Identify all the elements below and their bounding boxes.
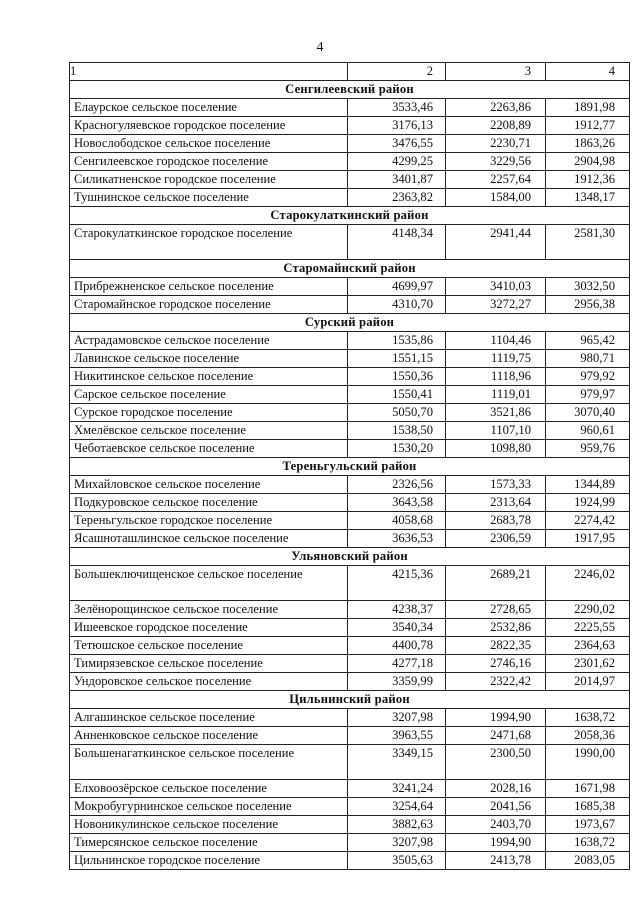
value-cell: 2246,02 <box>546 566 630 601</box>
value-cell: 3476,55 <box>348 135 446 153</box>
table-row <box>70 798 630 816</box>
value-cell: 3176,13 <box>348 117 446 135</box>
value-cell: 2225,55 <box>546 619 630 637</box>
value-cell: 2689,21 <box>446 566 546 601</box>
value-cell: 2532,86 <box>446 619 546 637</box>
value-cell: 1912,77 <box>546 117 630 135</box>
value-cell: 4310,70 <box>348 296 446 314</box>
settlement-name-cell: Большеключищенское сельское поселение <box>70 566 348 601</box>
value-cell: 4299,25 <box>348 153 446 171</box>
table-row <box>70 494 630 512</box>
settlement-name-cell: Хмелёвское сельское поселение <box>70 422 348 440</box>
table-row <box>70 601 630 619</box>
settlement-name-cell: Анненковское сельское поселение <box>70 727 348 745</box>
settlement-name-cell: Елховоозёрское сельское поселение <box>70 780 348 798</box>
settlement-name-cell: Сенгилеевское городское поселение <box>70 153 348 171</box>
value-cell: 4148,34 <box>348 225 446 260</box>
value-cell: 3272,27 <box>446 296 546 314</box>
table-row <box>70 278 630 296</box>
settlement-name-cell: Никитинское сельское поселение <box>70 368 348 386</box>
table-row <box>70 637 630 655</box>
value-cell: 2326,56 <box>348 476 446 494</box>
value-cell: 2306,59 <box>446 530 546 548</box>
value-cell: 2822,35 <box>446 637 546 655</box>
table-row <box>70 117 630 135</box>
table-row <box>70 189 630 207</box>
settlement-name-cell: Старомайнское городское поселение <box>70 296 348 314</box>
settlement-name-cell: Тетюшское сельское поселение <box>70 637 348 655</box>
district-header-row <box>70 548 630 566</box>
value-cell: 2364,63 <box>546 637 630 655</box>
value-cell: 1584,00 <box>446 189 546 207</box>
table-row <box>70 153 630 171</box>
value-cell: 3521,86 <box>446 404 546 422</box>
value-cell: 2257,64 <box>446 171 546 189</box>
district-name: Тереньгульский район <box>70 458 630 476</box>
value-cell: 2363,82 <box>348 189 446 207</box>
value-cell: 2683,78 <box>446 512 546 530</box>
value-cell: 2083,05 <box>546 852 630 870</box>
district-header-row <box>70 691 630 709</box>
value-cell: 1863,26 <box>546 135 630 153</box>
value-cell: 2941,44 <box>446 225 546 260</box>
settlement-name-cell: Силикатненское городское поселение <box>70 171 348 189</box>
settlement-name-cell: Чеботаевское сельское поселение <box>70 440 348 458</box>
settlement-name-cell: Елаурское сельское поселение <box>70 99 348 117</box>
column-header: 4 <box>546 63 630 81</box>
value-cell: 1685,38 <box>546 798 630 816</box>
value-cell: 1118,96 <box>446 368 546 386</box>
value-cell: 3254,64 <box>348 798 446 816</box>
value-cell: 1344,89 <box>546 476 630 494</box>
value-cell: 2263,86 <box>446 99 546 117</box>
value-cell: 3636,53 <box>348 530 446 548</box>
table-row <box>70 350 630 368</box>
table-row <box>70 404 630 422</box>
value-cell: 2014,97 <box>546 673 630 691</box>
district-header-row <box>70 81 630 99</box>
value-cell: 3643,58 <box>348 494 446 512</box>
table-row <box>70 745 630 780</box>
value-cell: 2728,65 <box>446 601 546 619</box>
value-cell: 1638,72 <box>546 709 630 727</box>
value-cell: 1119,01 <box>446 386 546 404</box>
value-cell: 1924,99 <box>546 494 630 512</box>
settlement-name-cell: Сурское городское поселение <box>70 404 348 422</box>
settlement-name-cell: Новослободское сельское поселение <box>70 135 348 153</box>
table-row <box>70 709 630 727</box>
settlement-name-cell: Большенагаткинское сельское поселение <box>70 745 348 780</box>
settlement-name-cell: Михайловское сельское поселение <box>70 476 348 494</box>
value-cell: 1891,98 <box>546 99 630 117</box>
value-cell: 3963,55 <box>348 727 446 745</box>
district-header-row <box>70 458 630 476</box>
settlement-name-cell: Сарское сельское поселение <box>70 386 348 404</box>
column-header: 2 <box>348 63 446 81</box>
table-row <box>70 476 630 494</box>
table-row <box>70 99 630 117</box>
table-row <box>70 852 630 870</box>
value-cell: 1550,41 <box>348 386 446 404</box>
value-cell: 3070,40 <box>546 404 630 422</box>
value-cell: 1917,95 <box>546 530 630 548</box>
table-row <box>70 780 630 798</box>
settlement-name-cell: Прибрежненское сельское поселение <box>70 278 348 296</box>
value-cell: 4277,18 <box>348 655 446 673</box>
district-name: Старокулаткинский район <box>70 207 630 225</box>
table-row <box>70 512 630 530</box>
table-row <box>70 566 630 601</box>
value-cell: 1994,90 <box>446 709 546 727</box>
table-body <box>70 81 630 870</box>
settlement-name-cell: Цильнинское городское поселение <box>70 852 348 870</box>
table-row <box>70 727 630 745</box>
table-row <box>70 296 630 314</box>
district-header-row <box>70 314 630 332</box>
value-cell: 959,76 <box>546 440 630 458</box>
value-cell: 3032,50 <box>546 278 630 296</box>
value-cell: 1551,15 <box>348 350 446 368</box>
table-row <box>70 171 630 189</box>
value-cell: 1538,50 <box>348 422 446 440</box>
settlement-name-cell: Ясашноташлинское сельское поселение <box>70 530 348 548</box>
value-cell: 2581,30 <box>546 225 630 260</box>
column-header: 1 <box>70 63 348 81</box>
settlement-name-cell: Мокробугурнинское сельское поселение <box>70 798 348 816</box>
value-cell: 1550,36 <box>348 368 446 386</box>
value-cell: 1990,00 <box>546 745 630 780</box>
settlement-name-cell: Тимерсянское сельское поселение <box>70 834 348 852</box>
district-header-row <box>70 207 630 225</box>
value-cell: 3540,34 <box>348 619 446 637</box>
table-row <box>70 530 630 548</box>
header-row <box>70 63 630 81</box>
value-cell: 2058,36 <box>546 727 630 745</box>
table-row <box>70 440 630 458</box>
value-cell: 3505,63 <box>348 852 446 870</box>
settlement-name-cell: Подкуровское сельское поселение <box>70 494 348 512</box>
value-cell: 1535,86 <box>348 332 446 350</box>
value-cell: 2230,71 <box>446 135 546 153</box>
settlement-name-cell: Зелёнорощинское сельское поселение <box>70 601 348 619</box>
value-cell: 4058,68 <box>348 512 446 530</box>
value-cell: 3207,98 <box>348 834 446 852</box>
table-row <box>70 225 630 260</box>
table-row <box>70 816 630 834</box>
table-row <box>70 834 630 852</box>
value-cell: 2028,16 <box>446 780 546 798</box>
value-cell: 3229,56 <box>446 153 546 171</box>
value-cell: 3882,63 <box>348 816 446 834</box>
value-cell: 3410,03 <box>446 278 546 296</box>
settlements-table <box>69 62 630 870</box>
value-cell: 3241,24 <box>348 780 446 798</box>
value-cell: 2313,64 <box>446 494 546 512</box>
table-row <box>70 422 630 440</box>
district-name: Сурский район <box>70 314 630 332</box>
value-cell: 3349,15 <box>348 745 446 780</box>
value-cell: 1098,80 <box>446 440 546 458</box>
district-name: Цильнинский район <box>70 691 630 709</box>
district-header-row <box>70 260 630 278</box>
value-cell: 2274,42 <box>546 512 630 530</box>
settlement-name-cell: Старокулаткинское городское поселение <box>70 225 348 260</box>
value-cell: 960,61 <box>546 422 630 440</box>
value-cell: 1573,33 <box>446 476 546 494</box>
settlement-name-cell: Тушнинское сельское поселение <box>70 189 348 207</box>
settlement-name-cell: Красногуляевское городское поселение <box>70 117 348 135</box>
table-row <box>70 619 630 637</box>
value-cell: 980,71 <box>546 350 630 368</box>
value-cell: 2746,16 <box>446 655 546 673</box>
table-row <box>70 332 630 350</box>
value-cell: 4400,78 <box>348 637 446 655</box>
value-cell: 1671,98 <box>546 780 630 798</box>
value-cell: 1994,90 <box>446 834 546 852</box>
value-cell: 3401,87 <box>348 171 446 189</box>
value-cell: 2413,78 <box>446 852 546 870</box>
value-cell: 2956,38 <box>546 296 630 314</box>
table-row <box>70 673 630 691</box>
value-cell: 1912,36 <box>546 171 630 189</box>
settlement-name-cell: Новоникулинское сельское поселение <box>70 816 348 834</box>
value-cell: 2322,42 <box>446 673 546 691</box>
value-cell: 1119,75 <box>446 350 546 368</box>
settlement-name-cell: Ишеевское городское поселение <box>70 619 348 637</box>
value-cell: 4699,97 <box>348 278 446 296</box>
value-cell: 2300,50 <box>446 745 546 780</box>
value-cell: 2403,70 <box>446 816 546 834</box>
settlement-name-cell: Тимирязевское сельское поселение <box>70 655 348 673</box>
district-name: Старомайнский район <box>70 260 630 278</box>
value-cell: 1107,10 <box>446 422 546 440</box>
value-cell: 979,97 <box>546 386 630 404</box>
table-row <box>70 135 630 153</box>
value-cell: 979,92 <box>546 368 630 386</box>
value-cell: 1348,17 <box>546 189 630 207</box>
settlement-name-cell: Астрадамовское сельское поселение <box>70 332 348 350</box>
value-cell: 4238,37 <box>348 601 446 619</box>
settlement-name-cell: Ундоровское сельское поселение <box>70 673 348 691</box>
value-cell: 2471,68 <box>446 727 546 745</box>
settlement-name-cell: Алгашинское сельское поселение <box>70 709 348 727</box>
value-cell: 965,42 <box>546 332 630 350</box>
table-row <box>70 386 630 404</box>
value-cell: 2208,89 <box>446 117 546 135</box>
value-cell: 1973,67 <box>546 816 630 834</box>
page-number: 4 <box>316 40 324 55</box>
district-name: Сенгилеевский район <box>70 81 630 99</box>
column-header: 3 <box>446 63 546 81</box>
value-cell: 3207,98 <box>348 709 446 727</box>
table-row <box>70 655 630 673</box>
value-cell: 1530,20 <box>348 440 446 458</box>
table-row <box>70 368 630 386</box>
value-cell: 4215,36 <box>348 566 446 601</box>
value-cell: 1638,72 <box>546 834 630 852</box>
value-cell: 1104,46 <box>446 332 546 350</box>
settlement-name-cell: Тереньгульское городское поселение <box>70 512 348 530</box>
value-cell: 3359,99 <box>348 673 446 691</box>
value-cell: 2041,56 <box>446 798 546 816</box>
value-cell: 2290,02 <box>546 601 630 619</box>
value-cell: 2904,98 <box>546 153 630 171</box>
settlement-name-cell: Лавинское сельское поселение <box>70 350 348 368</box>
value-cell: 5050,70 <box>348 404 446 422</box>
value-cell: 2301,62 <box>546 655 630 673</box>
district-name: Ульяновский район <box>70 548 630 566</box>
value-cell: 3533,46 <box>348 99 446 117</box>
